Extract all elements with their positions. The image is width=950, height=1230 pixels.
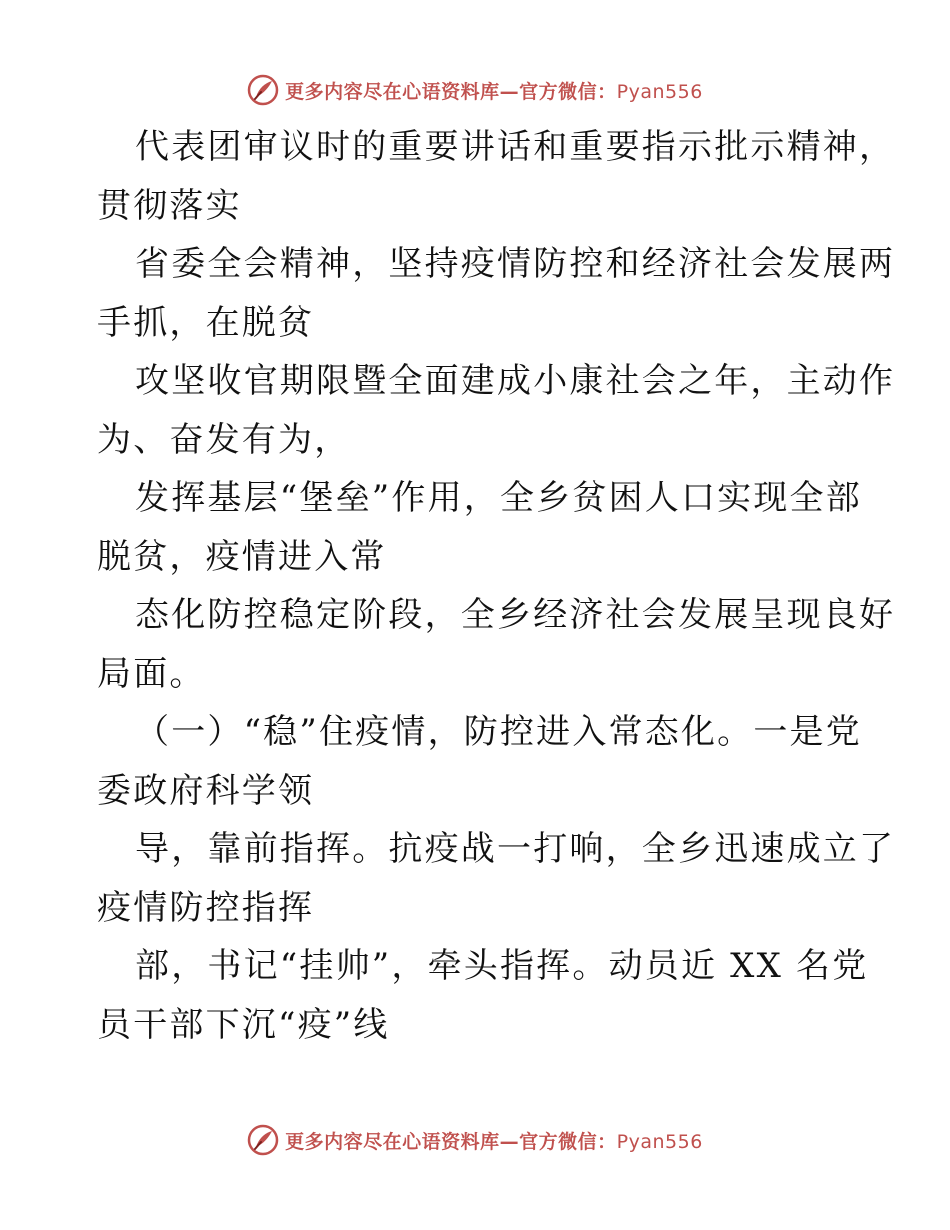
- watermark-id-text: Pyan556: [616, 80, 703, 103]
- body-line: 代表团审议时的重要讲话和重要指示批示精神，: [135, 127, 896, 167]
- body-line: 省委全会精神，坚持疫情防控和经济社会发展两: [135, 244, 896, 284]
- body-line: 发挥基层“堡垒”作用，全乡贫困人口实现全部: [135, 478, 862, 518]
- body-line: 态化防控稳定阶段，全乡经济社会发展呈现良好: [135, 595, 896, 635]
- body-line: 攻坚收官期限暨全面建成小康社会之年，主动作: [135, 361, 896, 401]
- body-line: 贯彻落实: [97, 185, 242, 226]
- footer-watermark: [0, 1122, 950, 1158]
- feather-pen-logo-icon: [247, 74, 279, 106]
- feather-pen-logo-icon: [247, 1124, 279, 1156]
- header-watermark: [0, 72, 950, 108]
- body-line: 导，靠前指挥。抗疫战一打响，全乡迅速成立了: [135, 829, 896, 869]
- body-line: 疫情防控指挥: [97, 887, 315, 928]
- watermark-text: [285, 77, 703, 104]
- watermark-id-text: Pyan556: [616, 1130, 703, 1153]
- body-line: 员干部下沉“疫”线: [97, 1004, 390, 1045]
- body-line: 委政府科学领: [97, 770, 315, 811]
- watermark-cn-text: 更多内容尽在心语资料库—官方微信：: [285, 80, 617, 103]
- body-line: （一）“稳”住疫情，防控进入常态化。一是党: [135, 712, 862, 752]
- body-line: 部，书记“挂帅”，牵头指挥。动员近 XX 名党: [135, 946, 869, 986]
- body-line: 局面。: [97, 653, 206, 694]
- body-line: 为、奋发有为，: [97, 419, 351, 460]
- body-line: 脱贫，疫情进入常: [97, 536, 387, 577]
- document-body: [97, 118, 896, 1054]
- watermark-text: [285, 1127, 703, 1154]
- watermark-cn-text: 更多内容尽在心语资料库—官方微信：: [285, 1130, 617, 1153]
- body-line: 手抓，在脱贫: [97, 302, 315, 343]
